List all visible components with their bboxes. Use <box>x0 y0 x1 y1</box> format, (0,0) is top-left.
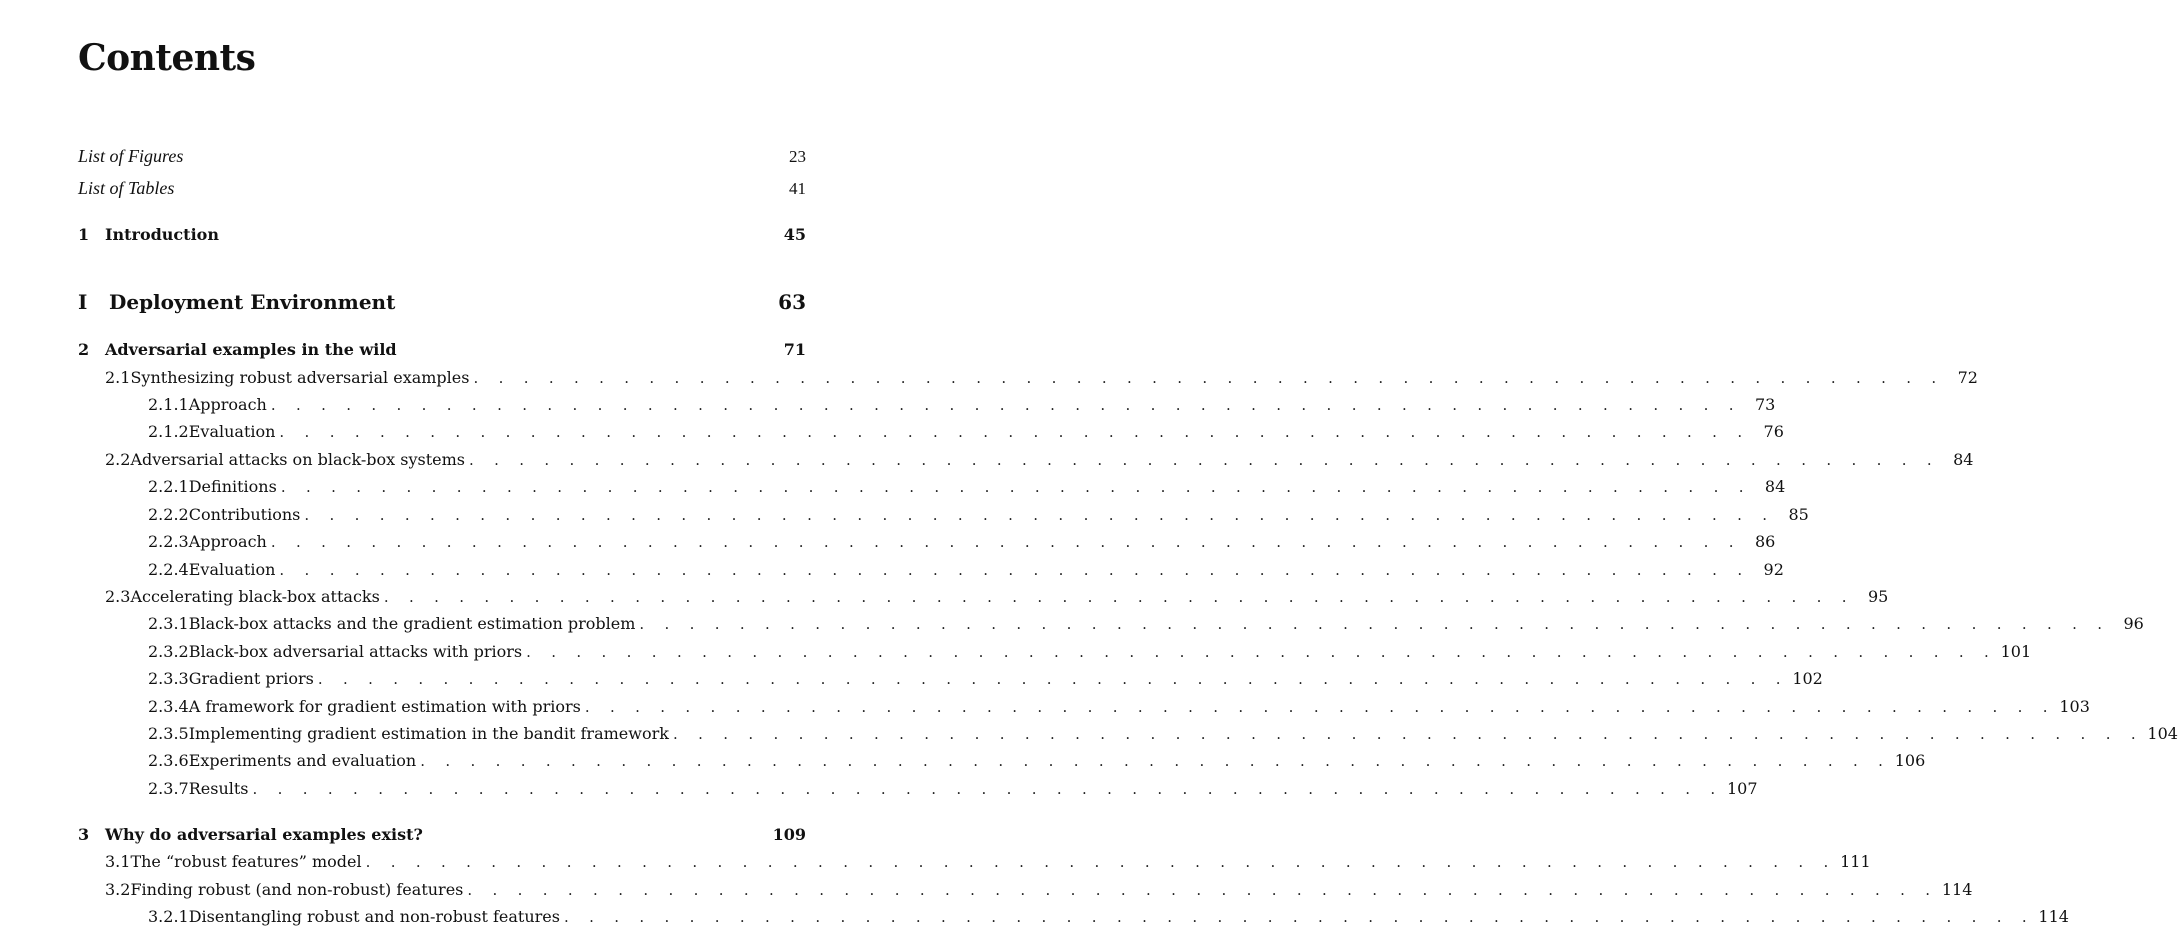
toc-entry-list-of-figures[interactable] <box>78 146 806 167</box>
chapter-page: 45 <box>783 225 806 244</box>
chapter-title: Introduction <box>105 225 219 244</box>
section-title: The “robust features” model <box>130 852 362 871</box>
subsection-title: Approach <box>188 532 267 551</box>
chapter-number: 1 <box>78 225 90 244</box>
toc-subsection[interactable] <box>78 422 1784 441</box>
dot-leader: . . . . . . . . . . . . . . . . . . . . . . . . . . . . . . . . . . . . . . . . . . . . . . . . . . . . . . . . . . . <box>420 752 1891 770</box>
subsection-page: 76 <box>1763 422 1784 441</box>
subsection-number: 3.2.1 <box>148 907 189 926</box>
toc-section[interactable] <box>78 852 1871 871</box>
section-page: 114 <box>1941 880 1973 899</box>
toc-section[interactable] <box>78 450 1974 469</box>
dot-leader: . . . . . . . . . . . . . . . . . . . . . . . . . . . . . . . . . . . . . . . . . . . . . . . . . . . . . . . . . . . <box>252 780 1723 798</box>
subsection-number: 2.3.5 <box>148 724 189 743</box>
toc-chapter-3[interactable] <box>78 825 806 844</box>
subsection-title: Definitions <box>188 477 277 496</box>
subsection-title: Implementing gradient estimation in the bandit framework <box>188 724 669 743</box>
toc-entry-list-of-tables[interactable] <box>78 178 806 199</box>
subsection-title: Contributions <box>188 505 301 524</box>
subsection-number: 2.3.6 <box>148 751 189 770</box>
subsection-number: 2.1.2 <box>148 422 189 441</box>
chapter-page: 109 <box>772 825 806 844</box>
subsection-number: 2.3.2 <box>148 642 189 661</box>
section-page: 72 <box>1957 368 1978 387</box>
toc-subsection[interactable] <box>78 477 1786 496</box>
subsection-number: 2.2.3 <box>148 532 189 551</box>
dot-leader: . . . . . . . . . . . . . . . . . . . . . . . . . . . . . . . . . . . . . . . . . . . . . . . . . . . . . . . . . . . <box>672 725 2144 743</box>
subsection-title: Approach <box>188 395 267 414</box>
subsection-page: 84 <box>1764 477 1786 496</box>
dot-leader: . . . . . . . . . . . . . . . . . . . . . . . . . . . . . . . . . . . . . . . . . . . . . . . . . . . . . . . . . . . <box>467 881 1938 899</box>
toc-entry-label: List of Figures <box>78 146 184 166</box>
dot-leader: . . . . . . . . . . . . . . . . . . . . . . . . . . . . . . . . . . . . . . . . . . . . . . . . . . . . . . . . . . . <box>279 423 1750 441</box>
toc-entry-page: 41 <box>789 179 806 198</box>
subsection-title: Evaluation <box>188 422 276 441</box>
toc-part-1[interactable] <box>78 290 806 314</box>
subsection-page: 114 <box>2038 907 2069 926</box>
subsection-title: Evaluation <box>188 560 276 579</box>
section-number: 2.2 <box>105 450 131 469</box>
dot-leader: . . . . . . . . . . . . . . . . . . . . . . . . . . . . . . . . . . . . . . . . . . . . . . . . . . . . . . . . . . . <box>468 451 1940 469</box>
toc-subsection[interactable] <box>78 505 1809 524</box>
subsection-number: 2.1.1 <box>148 395 189 414</box>
section-page: 84 <box>1953 450 1974 469</box>
toc-subsection[interactable] <box>78 669 1823 688</box>
page-title: Contents <box>78 37 256 79</box>
toc-entry-page: 23 <box>789 147 806 166</box>
toc-subsection[interactable] <box>78 560 1784 579</box>
dot-leader: . . . . . . . . . . . . . . . . . . . . . . . . . . . . . . . . . . . . . . . . . . . . . . . . . . . . . . . . . . . <box>526 643 1997 661</box>
subsection-title: Gradient priors <box>188 669 314 688</box>
subsection-page: 102 <box>1792 669 1823 688</box>
part-number: I <box>78 290 88 314</box>
section-page: 95 <box>1867 587 1889 606</box>
subsection-number: 2.2.2 <box>148 505 189 524</box>
subsection-page: 96 <box>2123 614 2144 633</box>
toc-subsection[interactable] <box>78 724 2178 743</box>
chapter-title: Adversarial examples in the wild <box>105 340 397 359</box>
subsection-page: 101 <box>2000 642 2032 661</box>
dot-leader: . . . . . . . . . . . . . . . . . . . . . . . . . . . . . . . . . . . . . . . . . . . . . . . . . . . . . . . . . . . <box>383 588 1855 606</box>
toc-chapter-1[interactable] <box>78 225 806 244</box>
toc-entry-label: List of Tables <box>78 178 175 198</box>
toc-section[interactable] <box>78 587 1889 606</box>
part-title: Deployment Environment <box>109 290 396 314</box>
subsection-number: 2.3.1 <box>148 614 189 633</box>
subsection-title: Black-box attacks and the gradient estimation problem <box>188 614 636 633</box>
toc-subsection[interactable] <box>78 614 2144 633</box>
section-title: Adversarial attacks on black-box systems <box>130 450 465 469</box>
toc-subsection[interactable] <box>78 751 1926 770</box>
subsection-page: 106 <box>1894 751 1926 770</box>
dot-leader: . . . . . . . . . . . . . . . . . . . . . . . . . . . . . . . . . . . . . . . . . . . . . . . . . . . . . . . . . . . <box>270 396 1742 414</box>
toc-subsection[interactable] <box>78 532 1776 551</box>
dot-leader: . . . . . . . . . . . . . . . . . . . . . . . . . . . . . . . . . . . . . . . . . . . . . . . . . . . . . . . . . . . <box>279 561 1750 579</box>
subsection-title: Black-box adversarial attacks with priors <box>188 642 523 661</box>
subsection-number: 2.3.3 <box>148 669 189 688</box>
subsection-title: Results <box>188 779 249 798</box>
dot-leader: . . . . . . . . . . . . . . . . . . . . . . . . . . . . . . . . . . . . . . . . . . . . . . . . . . . . . . . . . . . <box>584 698 2056 716</box>
chapter-title: Why do adversarial examples exist? <box>105 825 423 844</box>
chapter-page: 71 <box>783 340 806 359</box>
toc-section[interactable] <box>78 368 1978 387</box>
subsection-page: 104 <box>2147 724 2178 743</box>
section-number: 2.3 <box>105 587 131 606</box>
section-number: 3.1 <box>105 852 131 871</box>
subsection-page: 107 <box>1726 779 1758 798</box>
section-number: 3.2 <box>105 880 131 899</box>
dot-leader: . . . . . . . . . . . . . . . . . . . . . . . . . . . . . . . . . . . . . . . . . . . . . . . . . . . . . . . . . . . <box>270 533 1742 551</box>
section-title: Accelerating black-box attacks <box>130 587 380 606</box>
subsection-page: 86 <box>1754 532 1776 551</box>
dot-leader: . . . . . . . . . . . . . . . . . . . . . . . . . . . . . . . . . . . . . . . . . . . . . . . . . . . . . . . . . . . <box>317 670 1789 688</box>
subsection-page: 85 <box>1788 505 1809 524</box>
chapter-number: 2 <box>78 340 90 359</box>
section-number: 2.1 <box>105 368 131 387</box>
toc-subsection[interactable] <box>78 907 2069 926</box>
toc-subsection[interactable] <box>78 395 1776 414</box>
subsection-title: A framework for gradient estimation with priors <box>188 697 581 716</box>
dot-leader: . . . . . . . . . . . . . . . . . . . . . . . . . . . . . . . . . . . . . . . . . . . . . . . . . . . . . . . . . . . <box>563 908 2035 926</box>
dot-leader: . . . . . . . . . . . . . . . . . . . . . . . . . . . . . . . . . . . . . . . . . . . . . . . . . . . . . . . . . . . <box>365 853 1837 871</box>
part-page: 63 <box>778 290 806 314</box>
subsection-page: 73 <box>1754 395 1776 414</box>
subsection-number: 2.3.4 <box>148 697 189 716</box>
toc-subsection[interactable] <box>78 642 2032 661</box>
toc-chapter-2[interactable] <box>78 340 806 359</box>
section-title: Synthesizing robust adversarial examples <box>130 368 470 387</box>
dot-leader: . . . . . . . . . . . . . . . . . . . . . . . . . . . . . . . . . . . . . . . . . . . . . . . . . . . . . . . . . . . <box>304 506 1775 524</box>
dot-leader: . . . . . . . . . . . . . . . . . . . . . . . . . . . . . . . . . . . . . . . . . . . . . . . . . . . . . . . . . . . <box>473 369 1944 387</box>
toc-section[interactable] <box>78 880 1973 899</box>
section-page: 111 <box>1840 852 1871 871</box>
toc-subsection[interactable] <box>78 779 1758 798</box>
dot-leader: . . . . . . . . . . . . . . . . . . . . . . . . . . . . . . . . . . . . . . . . . . . . . . . . . . . . . . . . . . . <box>280 478 1752 496</box>
subsection-page: 92 <box>1763 560 1784 579</box>
dot-leader: . . . . . . . . . . . . . . . . . . . . . . . . . . . . . . . . . . . . . . . . . . . . . . . . . . . . . . . . . . . <box>639 615 2110 633</box>
toc-subsection[interactable] <box>78 697 2090 716</box>
subsection-title: Experiments and evaluation <box>188 751 417 770</box>
subsection-title: Disentangling robust and non-robust features <box>188 907 560 926</box>
section-title: Finding robust (and non-robust) features <box>130 880 464 899</box>
subsection-page: 103 <box>2059 697 2090 716</box>
subsection-number: 2.2.1 <box>148 477 189 496</box>
subsection-number: 2.2.4 <box>148 560 189 579</box>
subsection-number: 2.3.7 <box>148 779 189 798</box>
chapter-number: 3 <box>78 825 90 844</box>
